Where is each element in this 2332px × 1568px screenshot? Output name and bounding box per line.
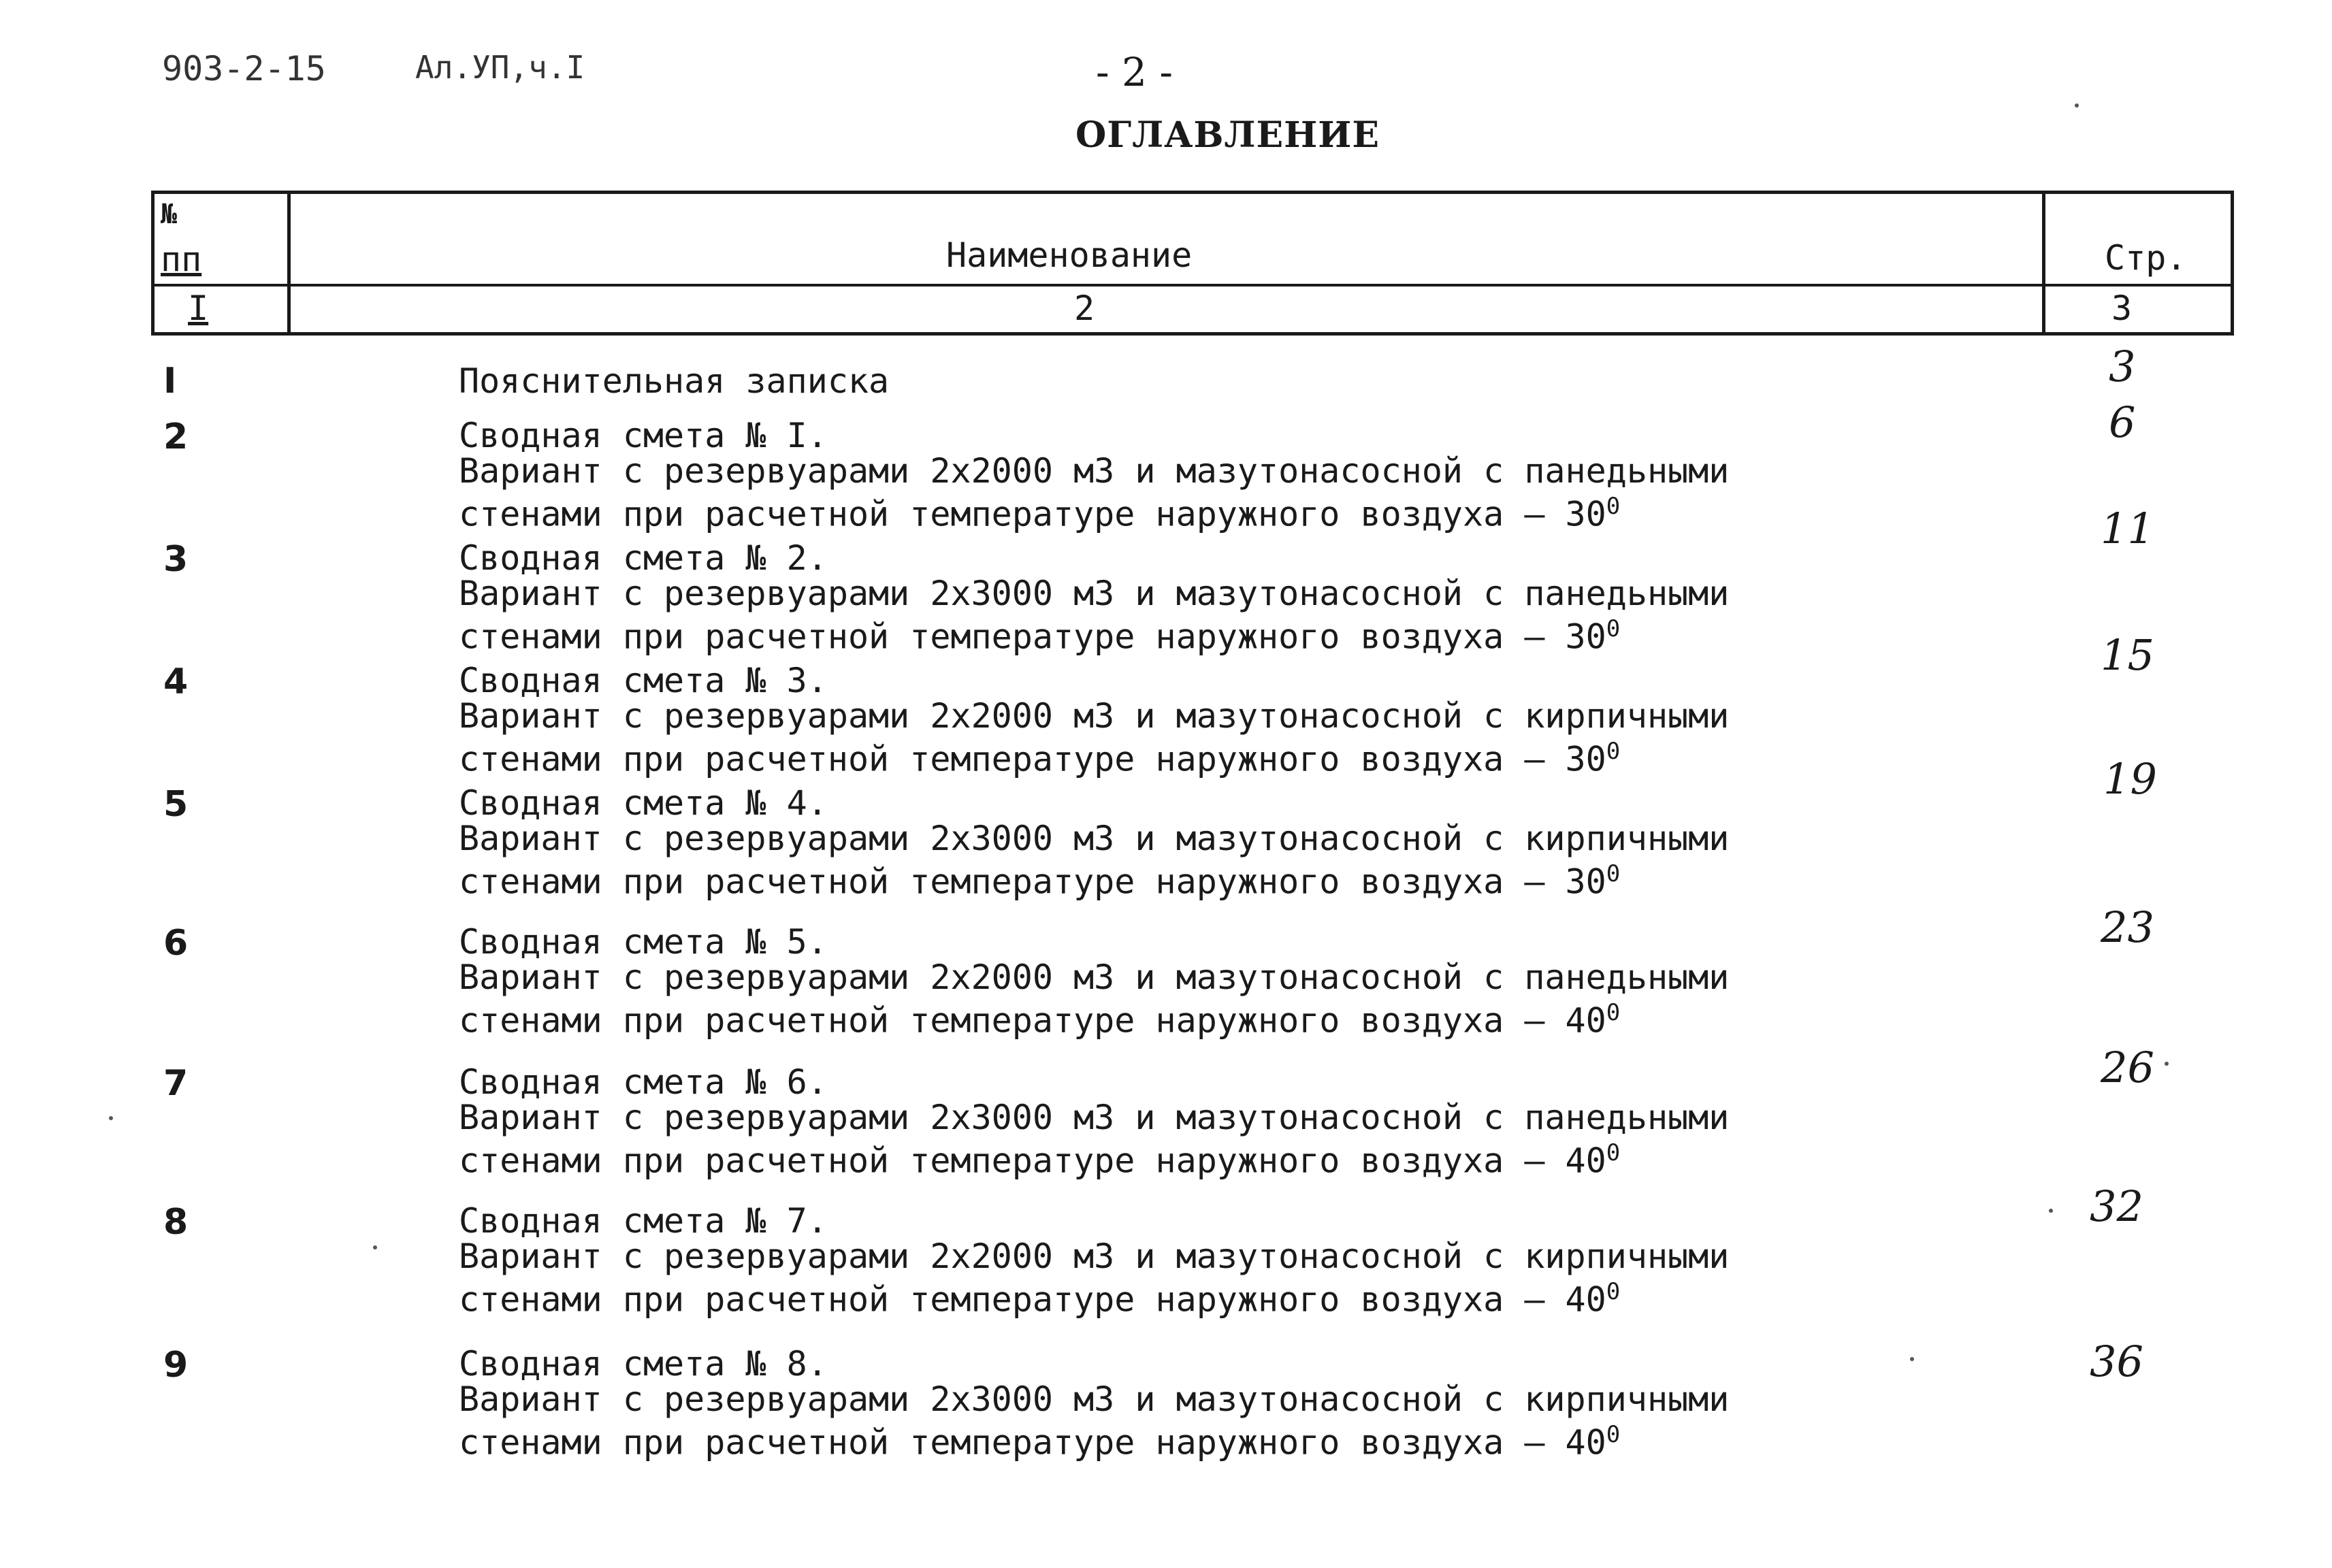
header-left-border — [151, 191, 155, 336]
row-line-2: Вариант с резервуарами 2х3000 м3 и мазутонасосной с кирпичными — [459, 819, 1730, 858]
row-page: 26 — [2101, 1043, 2154, 1092]
row-title — [459, 540, 1729, 655]
row-title — [459, 1344, 1730, 1463]
toc-table-header — [0, 0, 2332, 354]
scan-speck — [1910, 1357, 1914, 1361]
page-number: - 2 - — [1096, 49, 1173, 95]
row-line-3: стенами при расчетной температуре наружного воздуха – $30^0$ — [459, 738, 1621, 779]
row-line-3: стенами при расчетной температуре наружного воздуха – $30^0$ — [459, 493, 1621, 534]
row-line-3: стенами при расчетной температуре наружного воздуха – $40^0$ — [459, 1278, 1621, 1320]
row-line-3: стенами при расчетной температуре наружного воздуха – $30^0$ — [459, 615, 1621, 657]
row-line-3: стенами при расчетной температуре наружного воздуха – $40^0$ — [459, 999, 1621, 1041]
header-bottom-rule — [151, 332, 2234, 336]
row-line-1: Сводная смета № 7. — [459, 1201, 828, 1241]
row-line-2: Вариант с резервуарами 2х3000 м3 и мазутонасосной с панедьными — [459, 574, 1730, 613]
row-number: 8 — [163, 1202, 189, 1243]
row-line-2: Вариант с резервуарами 2х3000 м3 и мазутонасосной с панедьными — [459, 1098, 1730, 1137]
row-line-1: Сводная смета № 4. — [459, 783, 828, 823]
scan-speck — [109, 1116, 113, 1120]
row-line-1: Пояснительная записка — [459, 361, 890, 401]
row-line-1: Сводная смета № 3. — [459, 661, 828, 700]
row-line-1: Сводная смета № 8. — [459, 1344, 828, 1384]
album-reference: Ал.УП,ч.I — [415, 49, 585, 86]
toc-row — [0, 1181, 2332, 1320]
row-page: 36 — [2090, 1337, 2143, 1386]
toc-row — [0, 1337, 2332, 1463]
col-index-1: I — [188, 289, 209, 328]
row-line-2: Вариант с резервуарами 2х3000 м3 и мазутонасосной с кирпичными — [459, 1379, 1730, 1419]
toc-row — [0, 504, 2332, 657]
row-line-2: Вариант с резервуарами 2х2000 м3 и мазутонасосной с панедьными — [459, 958, 1730, 997]
row-title — [459, 418, 1729, 532]
row-title — [459, 1064, 1729, 1179]
row-title — [459, 785, 1729, 900]
row-number: 3 — [163, 539, 189, 580]
row-title — [459, 663, 1729, 777]
row-line-1: Сводная смета № 2. — [459, 538, 828, 578]
row-line-2: Вариант с резервуарами 2х2000 м3 и мазутонасосной с панедьными — [459, 451, 1730, 491]
col-number-label: пп — [161, 240, 202, 279]
scan-speck — [2075, 103, 2079, 108]
col-name-label: Наименование — [946, 235, 1193, 275]
row-line-1: Сводная смета № I. — [459, 416, 828, 455]
row-page: 3 — [2109, 342, 2136, 391]
row-line-2: Вариант с резервуарами 2х2000 м3 и мазутонасосной с кирпичными — [459, 1237, 1730, 1276]
col-page-label: Стр. — [2105, 238, 2187, 278]
row-line-1: Сводная смета № 5. — [459, 922, 828, 962]
col-index-3: 3 — [2111, 289, 2133, 328]
row-page: 15 — [2101, 630, 2154, 680]
row-page: 19 — [2103, 754, 2157, 804]
row-number: 4 — [163, 662, 189, 702]
scan-speck — [2165, 1062, 2169, 1066]
header-right-border — [2231, 191, 2234, 336]
scan-speck — [2049, 1209, 2053, 1213]
toc-row — [0, 1043, 2332, 1181]
row-line-3: стенами при расчетной температуре наружного воздуха – $40^0$ — [459, 1139, 1621, 1181]
document-code: 903-2-15 — [162, 49, 326, 88]
toc-row — [0, 754, 2332, 902]
row-number: 6 — [163, 923, 189, 964]
row-page: 6 — [2109, 397, 2136, 447]
col-index-2: 2 — [1074, 289, 1095, 328]
row-line-1: Сводная смета № 6. — [459, 1062, 828, 1102]
row-line-3: стенами при расчетной температуре наружного воздуха – $40^0$ — [459, 1421, 1621, 1463]
row-title — [459, 1203, 1729, 1318]
header-divider-2 — [2042, 191, 2045, 336]
header-top-rule — [151, 191, 2234, 194]
row-page: 23 — [2101, 902, 2154, 952]
row-number: I — [163, 361, 177, 402]
toc-row — [0, 397, 2332, 534]
row-number: 9 — [163, 1345, 189, 1386]
row-number: 2 — [163, 416, 189, 457]
row-page: 11 — [2101, 504, 2154, 553]
toc-row — [0, 902, 2332, 1041]
row-title — [459, 363, 889, 399]
toc-row — [0, 342, 2332, 408]
row-title — [459, 924, 1729, 1039]
scan-speck — [373, 1245, 377, 1250]
row-line-3: стенами при расчетной температуре наружного воздуха – $30^0$ — [459, 860, 1621, 902]
row-line-2: Вариант с резервуарами 2х2000 м3 и мазутонасосной с кирпичными — [459, 696, 1730, 736]
header-mid-rule — [151, 284, 2234, 287]
row-number: 7 — [163, 1063, 189, 1104]
row-number: 5 — [163, 784, 189, 825]
page-title: ОГЛАВЛЕНИЕ — [1075, 114, 1380, 156]
col-number-symbol: № — [161, 199, 178, 230]
header-divider-1 — [287, 191, 291, 336]
row-page: 32 — [2090, 1181, 2143, 1231]
